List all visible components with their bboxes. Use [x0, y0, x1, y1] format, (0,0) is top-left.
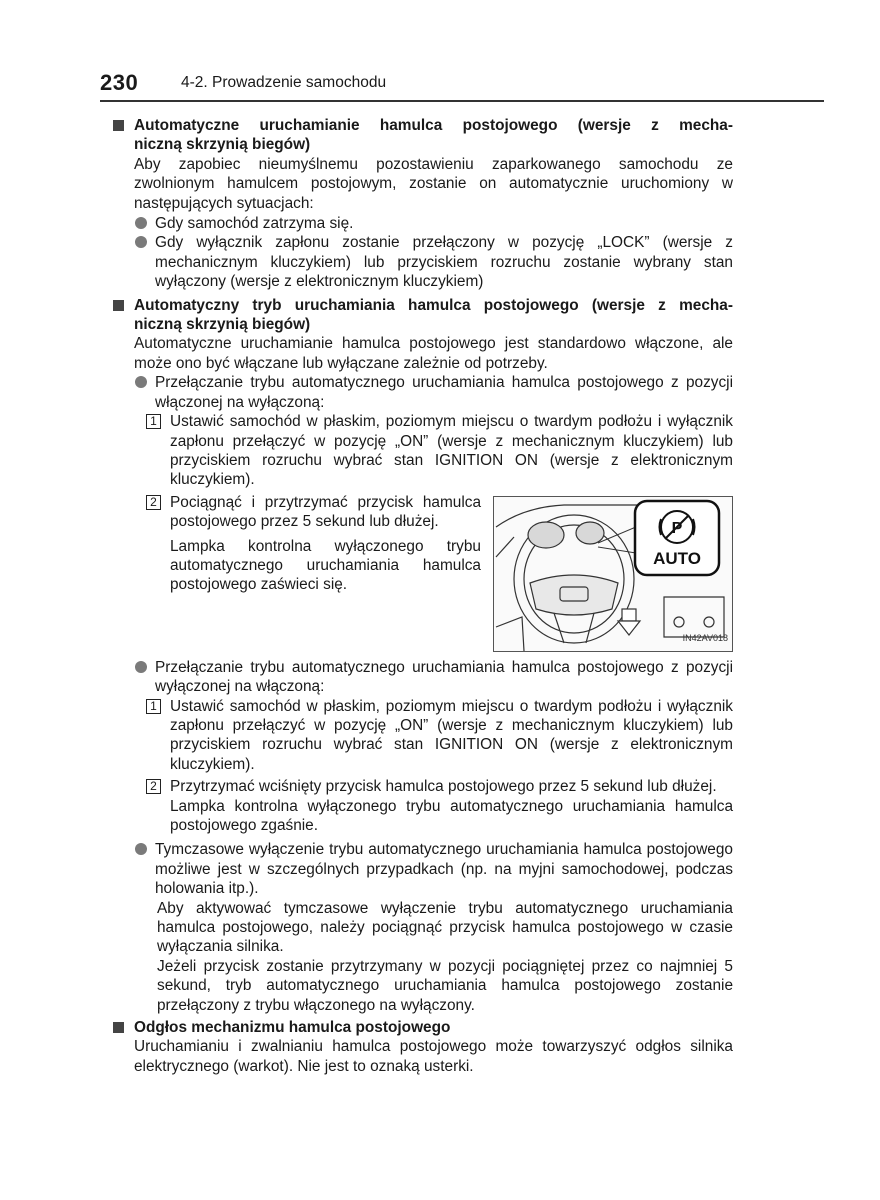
paragraph: Jeżeli przycisk zostanie przytrzymany w pozycji pociągniętej przez co najmniej 5 sekund, tryb automatycznego uruchamiania hamulca postojowego zostanie przełączony z trybu włączonego na wyłączony. [157, 957, 733, 1014]
section-body: Automatyczne uruchamianie hamulca postojowego jest standardowo włączone, ale może ono być włączane lub wyłączane zależnie od potrzeby. [134, 335, 733, 372]
dashboard-figure [493, 496, 733, 652]
section-title: 4-2. Prowadzenie samochodu [181, 74, 387, 91]
round-bullet-icon [135, 843, 147, 855]
page-number: 230 [100, 70, 139, 95]
list-item: Gdy samochód zatrzyma się. [113, 214, 733, 233]
heading-line-2: niczną skrzynią biegów) [134, 136, 311, 154]
round-bullet-icon [135, 376, 147, 388]
heading-line-1: Automatyczne uruchamianie hamulca postojowego (wersje z mecha- [134, 117, 733, 134]
heading-line-1: Automatyczny tryb uruchamiania hamulca postojowego (wersje z mecha- [134, 296, 733, 314]
square-bullet-icon [113, 1022, 124, 1033]
svg-text:AUTO: AUTO [653, 548, 701, 568]
paragraph: Aby aktywować tymczasowe wyłączenie trybu automatycznego uruchamiania hamulca postojowego, należy pociągnąć przycisk hamulca postojowego w czasie wyłączania silnika. [157, 899, 733, 956]
step-item: 2 Pociągnąć i przytrzymać przycisk hamulca postojowego przez 5 sekund lub dłużej. Lampka kontrolna wyłączonego trybu automatycznego uruchamiania hamulca postojowego zaświeci się. P AUTO IN42AV018 [113, 493, 733, 652]
round-bullet-icon [135, 236, 147, 248]
step-number: 2 [146, 779, 161, 794]
page-content [113, 116, 733, 1076]
section-heading [113, 1018, 733, 1037]
section-heading [113, 296, 733, 335]
round-bullet-icon [135, 217, 147, 229]
list-item: Przełączanie trybu automatycznego uruchamiania hamulca postojowego z pozycji włączonej na wyłączoną: [113, 373, 733, 412]
list-item: Gdy wyłącznik zapłonu zostanie przełączony w pozycję „LOCK” (wersje z mechanicznym kluczykiem) lub przyciskiem rozruchu zostanie wybrany stan wyłączony (wersje z elektronicznym kluczykiem) [113, 233, 733, 291]
section-heading [113, 116, 733, 155]
step-note: Lampka kontrolna wyłączonego trybu automatycznego uruchamiania hamulca postojowego zgaśnie. [170, 797, 733, 834]
list-item: Przełączanie trybu automatycznego uruchamiania hamulca postojowego z pozycji wyłączonej na włączoną: [113, 658, 733, 697]
step-item: 1 Ustawić samochód w płaskim, poziomym miejscu o twardym podłożu i wyłącznik zapłonu przełączyć w pozycję „ON” (wersje z mechanicznym kluczykiem) lub przyciskiem rozruchu wybrać stan IGNITION ON (wersje z elektronicznym kluczykiem). [113, 697, 733, 775]
square-bullet-icon [113, 300, 124, 311]
steering-wheel-illustration [494, 497, 732, 651]
section-body: Aby zapobiec nieumyślnemu pozostawieniu zaparkowanego samochodu ze zwolnionym hamulcem postojowym, zostanie on automatycznie uruchomiony w następujących sytuacjach: [134, 155, 733, 212]
section-body: Uruchamianiu i zwalnianiu hamulca postojowego może towarzyszyć odgłos silnika elektrycznego (warkot). Nie jest to oznaką usterki. [134, 1038, 733, 1075]
square-bullet-icon [113, 120, 124, 131]
round-bullet-icon [135, 661, 147, 673]
step-item: 1 Ustawić samochód w płaskim, poziomym miejscu o twardym podłożu i wyłącznik zapłonu przełączyć w pozycję „ON” (wersje z mechanicznym kluczykiem) lub przyciskiem rozruchu wybrać stan IGNITION ON (wersje z elektronicznym kluczykiem). [113, 412, 733, 490]
heading-line-2: niczną skrzynią biegów) [134, 316, 311, 334]
step-number: 2 [146, 495, 161, 510]
heading-line-1: Odgłos mechanizmu hamulca postojowego [134, 1019, 451, 1037]
step-number: 1 [146, 699, 161, 714]
svg-text:P: P [671, 519, 683, 537]
step-number: 1 [146, 414, 161, 429]
list-item: Tymczasowe wyłączenie trybu automatycznego uruchamiania hamulca postojowego możliwe jest w szczególnych przypadkach (np. na myjni samochodowej, podczas holowania itp.). [113, 840, 733, 898]
page-header [100, 68, 824, 102]
figure-code: IN42AV018 [682, 633, 728, 644]
step-item: 2 Przytrzymać wciśnięty przycisk hamulca postojowego przez 5 sekund lub dłużej. [113, 777, 733, 796]
